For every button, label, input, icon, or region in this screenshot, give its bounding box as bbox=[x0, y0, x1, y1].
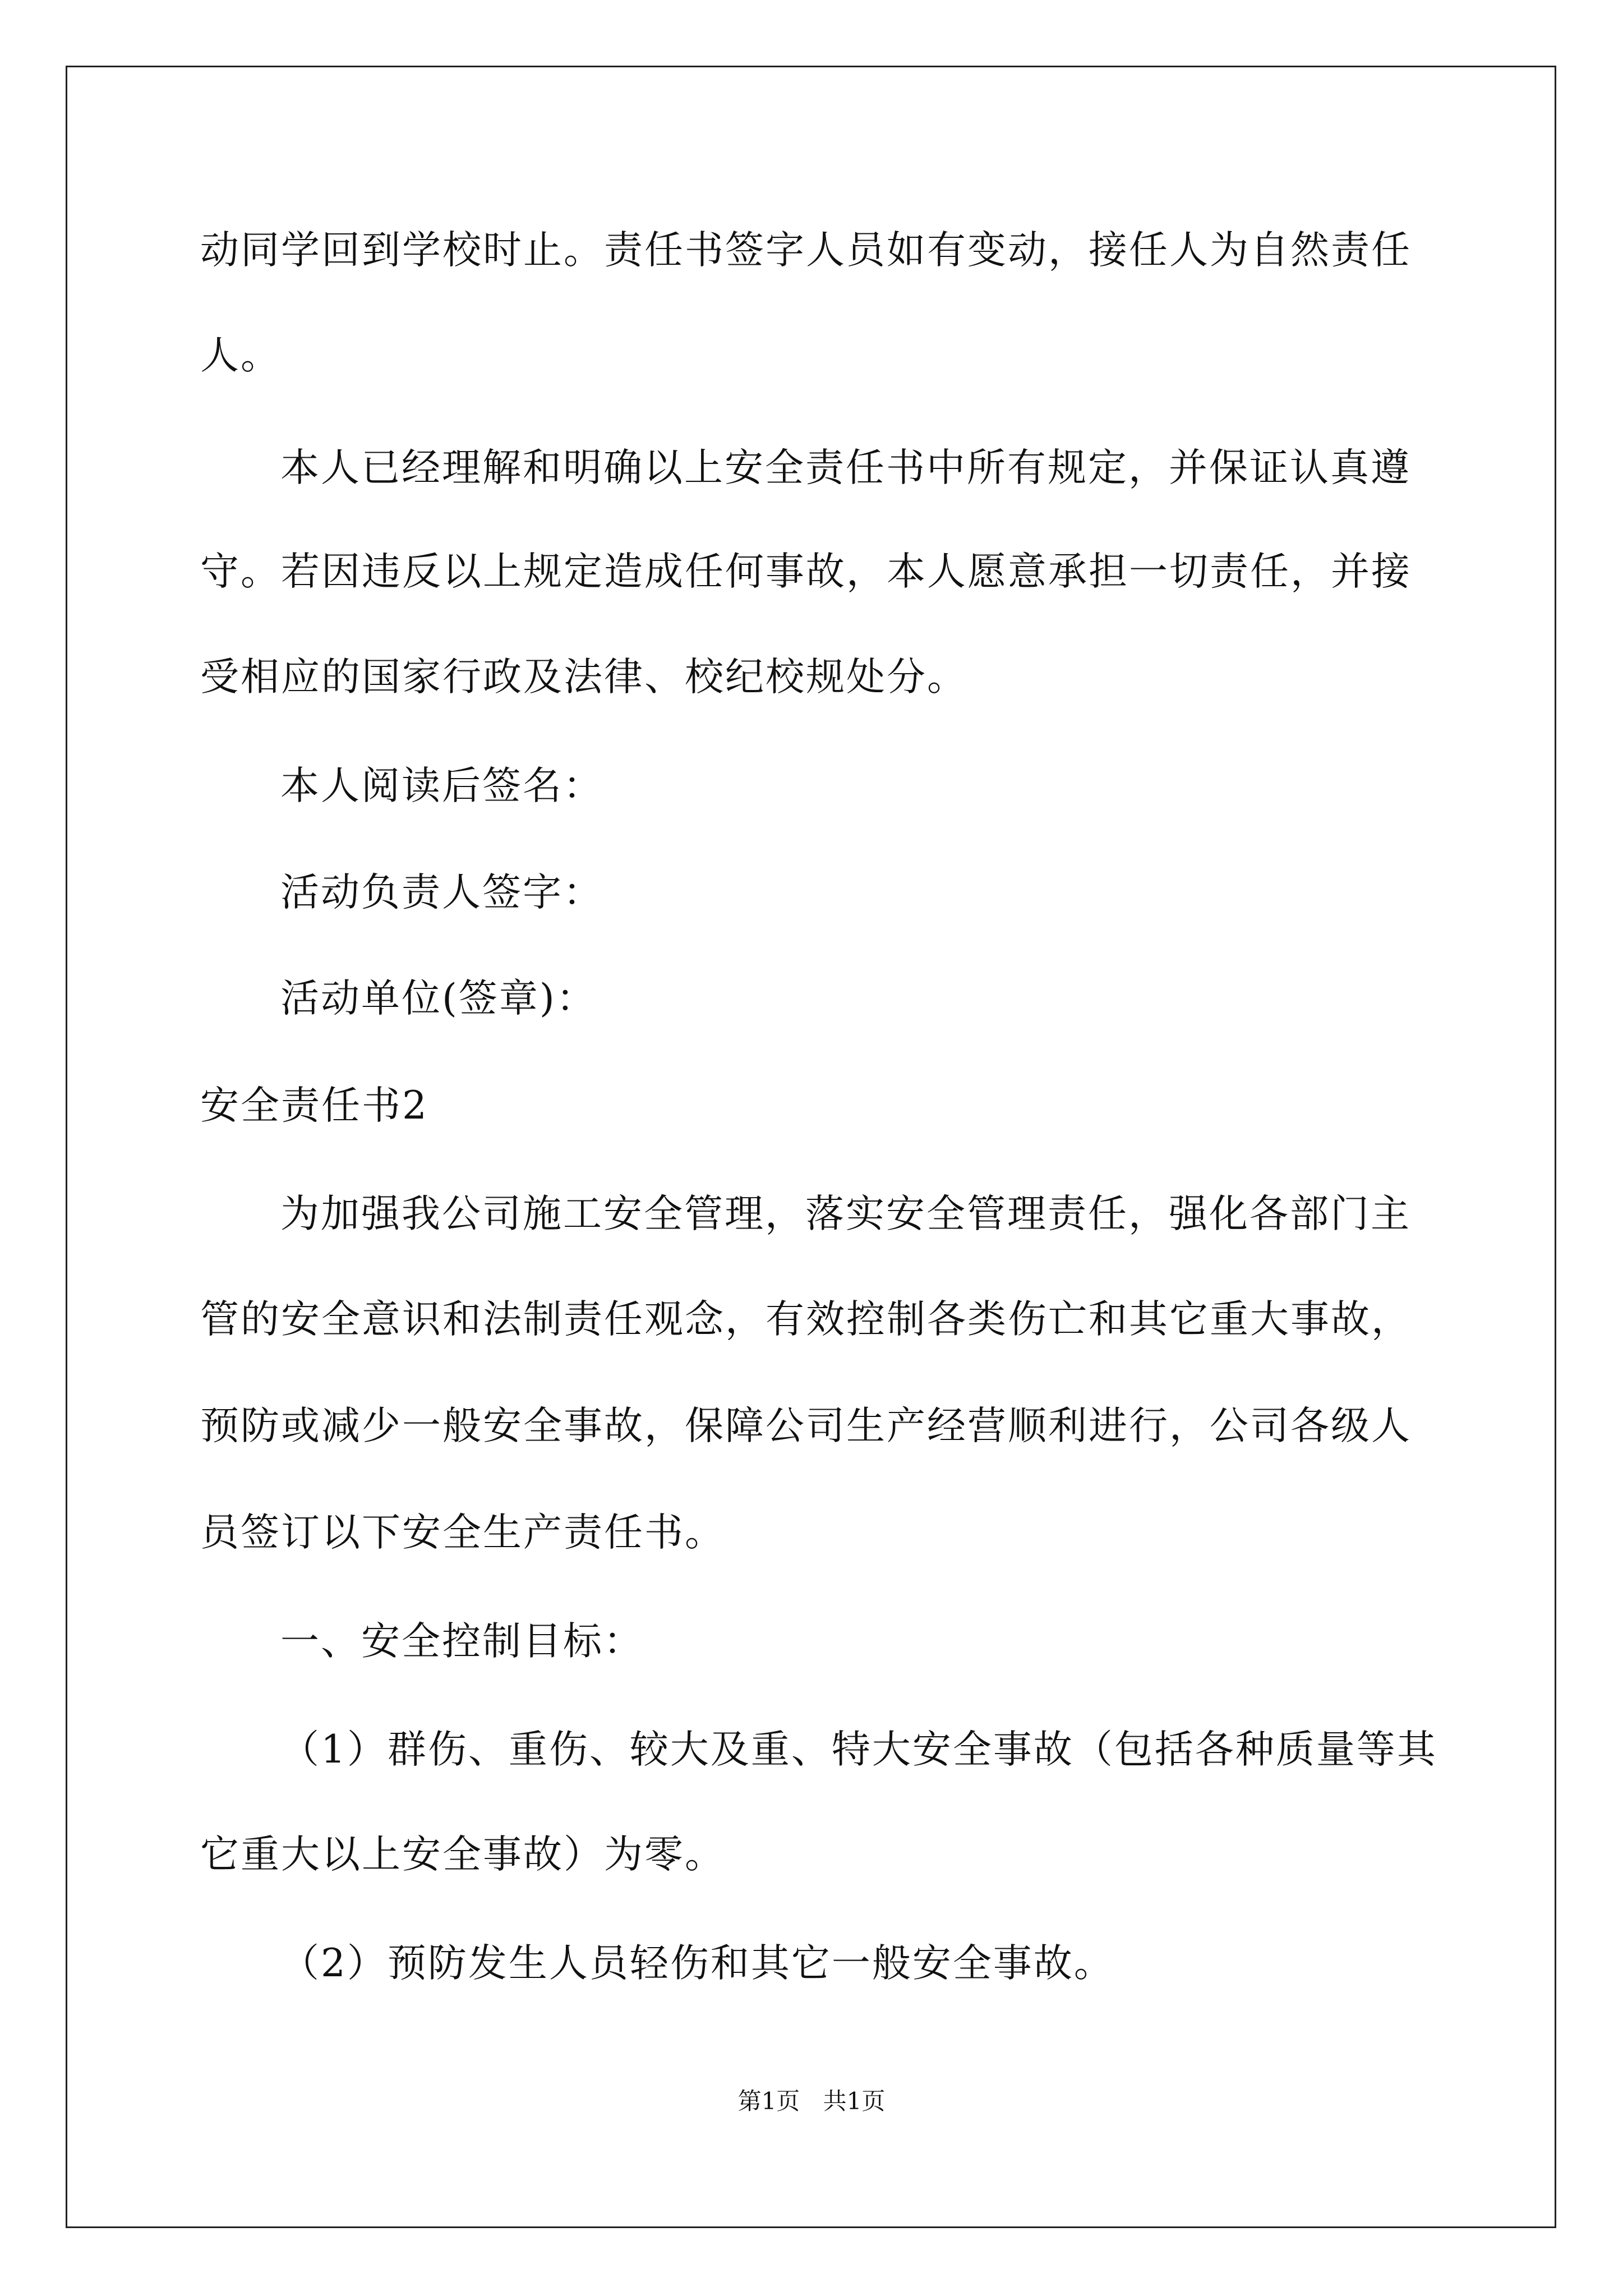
paragraph-line: 守。若因违反以上规定造成任何事故，本人愿意承担一切责任，并接 bbox=[200, 549, 1412, 594]
list-item: （2）预防发生人员轻伤和其它一般安全事故。 bbox=[280, 1941, 1114, 1986]
page-footer bbox=[0, 2087, 1623, 2115]
paragraph-line: 受相应的国家行政及法律、校纪校规处分。 bbox=[200, 655, 967, 700]
signature-label: 活动单位(签章)： bbox=[280, 976, 597, 1021]
section-title: 安全责任书2 bbox=[200, 1083, 428, 1128]
list-item-continuation: 它重大以上安全事故）为零。 bbox=[200, 1832, 725, 1877]
list-item: （1）群伤、重伤、较大及重、特大安全事故（包括各种质量等其 bbox=[280, 1727, 1437, 1772]
paragraph-line: 预防或减少一般安全事故，保障公司生产经营顺利进行，公司各级人 bbox=[200, 1404, 1412, 1448]
page-border bbox=[66, 66, 1556, 2228]
paragraph-line: 本人已经理解和明确以上安全责任书中所有规定，并保证认真遵 bbox=[280, 445, 1411, 490]
page-total: 共1页 bbox=[823, 2087, 886, 2115]
signature-label: 活动负责人签字： bbox=[280, 870, 603, 915]
paragraph-line: 为加强我公司施工安全管理，落实安全管理责任，强化各部门主 bbox=[280, 1191, 1411, 1236]
paragraph-line: 动同学回到学校时止。责任书签字人员如有变动，接任人为自然责任 bbox=[200, 228, 1412, 273]
list-heading: 一、安全控制目标： bbox=[280, 1619, 644, 1664]
signature-label: 本人阅读后签名： bbox=[280, 763, 603, 808]
paragraph-line: 人。 bbox=[200, 333, 281, 378]
page-number: 第1页 bbox=[737, 2087, 800, 2115]
paragraph-line: 员签订以下安全生产责任书。 bbox=[200, 1510, 725, 1555]
paragraph-line: 管的安全意识和法制责任观念，有效控制各类伤亡和其它重大事故， bbox=[200, 1297, 1412, 1342]
